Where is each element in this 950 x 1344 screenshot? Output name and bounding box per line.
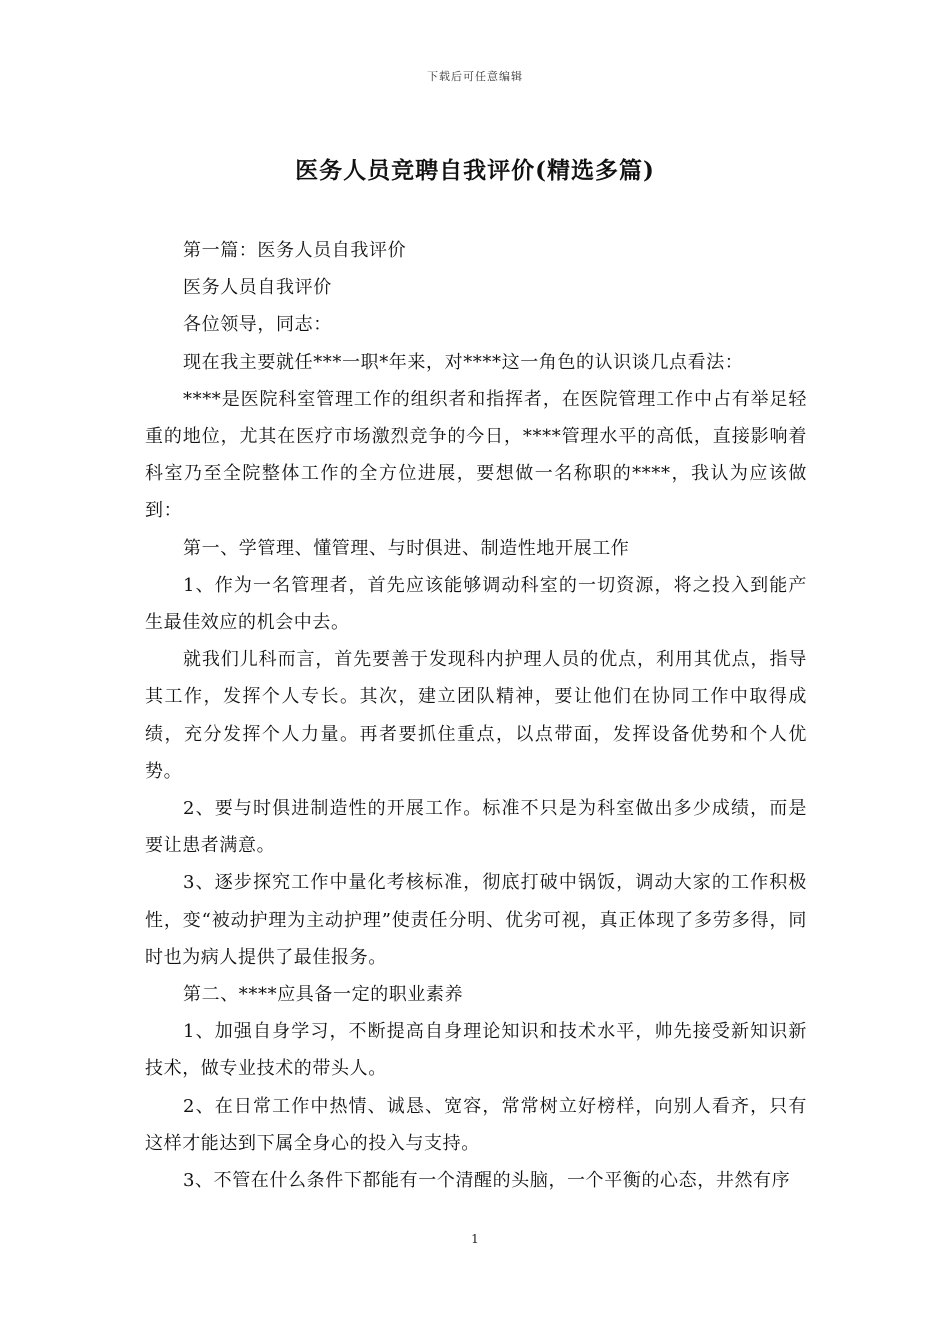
- paragraph: 各位领导，同志：: [183, 314, 332, 336]
- paragraph: 3、不管在什么条件下都能有一个清醒的头脑，一个平衡的心态，井然有序: [183, 1170, 791, 1192]
- paragraph: 第一、学管理、懂管理、与时俱进、制造性地开展工作: [183, 537, 630, 559]
- document-body: [145, 232, 807, 1199]
- paragraph: 2、要与时俱进制造性的开展工作。标准不只是为科室做出多少成绩，而是要让患者满意。: [145, 798, 807, 857]
- paragraph: 2、在日常工作中热情、诚恳、宽容，常常树立好榜样，向别人看齐，只有这样才能达到下属全身心的投入与支持。: [145, 1095, 807, 1154]
- paragraph: 医务人员自我评价: [183, 277, 332, 299]
- paragraph: 就我们儿科而言，首先要善于发现科内护理人员的优点，利用其优点，指导其工作，发挥个人专长。其次，建立团队精神，要让他们在协同工作中取得成绩，充分发挥个人力量。再者要抓住重点，以点带面，发挥设备优势和个人优势。: [145, 649, 807, 782]
- document-title: 医务人员竞聘自我评价(精选多篇): [295, 157, 655, 184]
- paragraph: 3、逐步探究工作中量化考核标准，彻底打破中锅饭，调动大家的工作积极性，变“被动护理为主动护理”使责任分明、优劣可视，真正体现了多劳多得，同时也为病人提供了最佳报务。: [145, 872, 807, 968]
- paragraph: 第一篇：医务人员自我评价: [183, 240, 407, 261]
- paragraph: 现在我主要就任***一职*年来，对****这一角色的认识谈几点看法：: [183, 351, 744, 373]
- paragraph: ****是医院科室管理工作的组织者和指挥者，在医院管理工作中占有举足轻重的地位，尤其在医疗市场激烈竞争的今日，****管理水平的高低，直接影响着科室乃至全院整体工作的全方位进展，要想做一名称职的****，我认为应该做到：: [145, 388, 807, 522]
- page-number: 1: [471, 1232, 479, 1246]
- paragraph: 1、加强自身学习，不断提高自身理论知识和技术水平，帅先接受新知识新技术，做专业技术的带头人。: [145, 1021, 807, 1080]
- paragraph: 第二、****应具备一定的职业素养: [183, 984, 464, 1006]
- header-note: 下载后可任意编辑: [427, 70, 523, 83]
- paragraph: 1、作为一名管理者，首先应该能够调动科室的一切资源，将之投入到能产生最佳效应的机会中去。: [145, 574, 807, 634]
